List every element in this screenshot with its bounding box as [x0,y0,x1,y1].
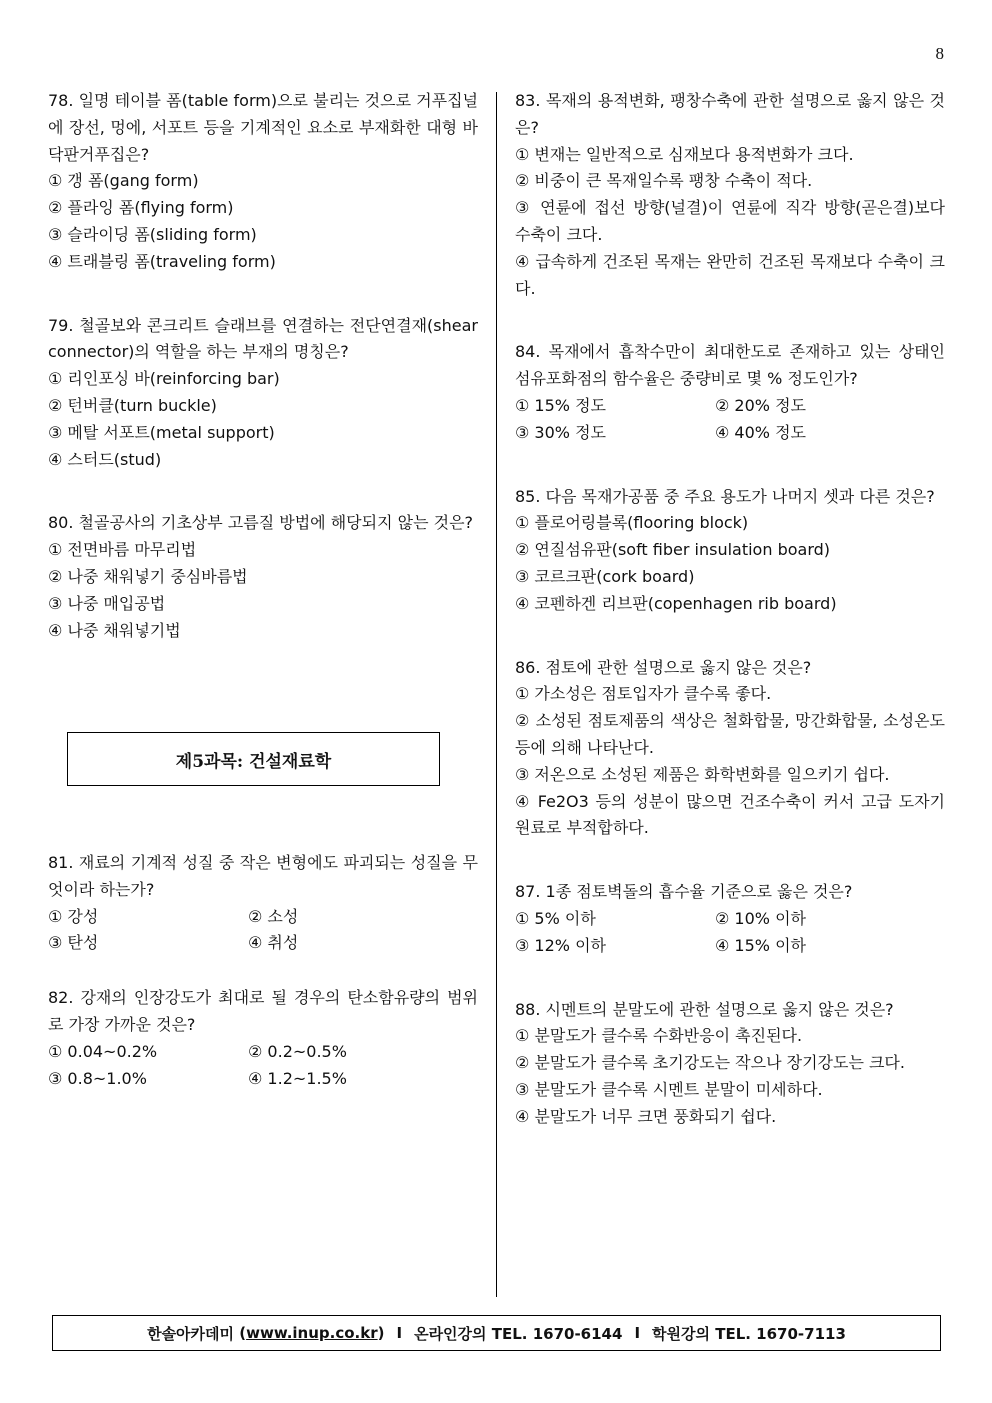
footer-box [52,1315,941,1351]
option-2: ② 나중 채워넣기 중심바름법 [48,566,248,586]
question-text: 81. 재료의 기계적 성질 중 작은 변형에도 파괴되는 성질을 무엇이라 하는가? [48,853,478,899]
page-number: 8 [935,44,944,63]
option-1: ① 변재는 일반적으로 심재보다 용적변화가 크다. [515,144,854,164]
offline-phone: 학원강의 TEL. 1670-7113 [652,1324,846,1343]
option-4: ④ 스터드(stud) [48,449,162,469]
option-1: ① 가소성은 점토입자가 클수록 좋다. [515,684,772,704]
column-divider [496,92,497,1297]
option-1: ① 분말도가 클수록 수화반응이 촉진된다. [515,1026,803,1046]
option-4: ④ 분말도가 너무 크면 풍화되기 쉽다. [515,1106,777,1126]
option-2: ② 턴버클(turn buckle) [48,395,217,415]
option-1: ① 5% 이하 [515,908,596,928]
question-88 [515,997,945,1131]
option-2: ② 소성된 점토제품의 색상은 철화합물, 망간화합물, 소성온도 등에 의해 나타난다. [515,711,945,757]
option-1: ① 전면바름 마무리법 [48,540,197,560]
question-text: 86. 점토에 관한 설명으로 옳지 않은 것은? [515,657,812,677]
question-text: 85. 다음 목재가공품 중 주요 용도가 나머지 셋과 다른 것은? [515,486,935,506]
question-85 [515,484,945,618]
academy-name: 한솔아카데미 [147,1324,235,1343]
spacer [515,842,945,879]
question-80 [48,510,478,644]
option-3: ③ 12% 이하 [515,935,606,955]
question-text: 78. 일명 테이블 폼(table form)으로 불리는 것으로 거푸집널에 장선, 멍에, 서포트 등을 기계적인 요소로 부재화한 대형 바닥판거푸집은? [48,91,478,164]
option-3: ③ 연륜에 접선 방향(널결)이 연륜에 직각 방향(곧은결)보다 수축이 크다. [515,198,945,244]
option-1: ① 0.04~0.2% [48,1041,158,1061]
option-3: ③ 코르크판(cork board) [515,566,695,586]
paren-close: ) [377,1324,385,1342]
option-1: ① 갱 폼(gang form) [48,171,199,191]
option-4: ④ 나중 채워넣기법 [48,620,181,640]
spacer [48,473,478,510]
option-2: ② 20% 정도 [715,395,806,415]
question-81 [48,850,478,957]
separator: I [634,1324,641,1342]
spacer [48,957,478,985]
option-1: ① 강성 [48,906,99,926]
option-4: ④ Fe2O3 등의 성분이 많으면 건조수축이 커서 고급 도자기 원료로 부적합하다. [515,791,945,838]
option-2: ② 비중이 큰 목재일수록 팽창 수축이 적다. [515,171,813,191]
option-2: ② 연질섬유판(soft fiber insulation board) [515,540,831,560]
option-3: ③ 탄성 [48,933,99,953]
question-text: 88. 시멘트의 분말도에 관한 설명으로 옳지 않은 것은? [515,999,894,1019]
option-4: ④ 트래블링 폼(traveling form) [48,251,276,271]
option-row [515,393,945,420]
spacer [515,960,945,997]
option-row [48,930,478,957]
option-2: ② 플라잉 폼(flying form) [48,198,234,218]
option-1: ① 리인포싱 바(reinforcing bar) [48,369,280,389]
option-3: ③ 30% 정도 [515,422,606,442]
option-2: ② 0.2~0.5% [248,1041,347,1061]
paren-open: ( [234,1324,247,1342]
option-2: ② 분말도가 클수록 초기강도는 작으나 장기강도는 크다. [515,1053,905,1073]
question-84 [515,339,945,446]
option-4: ④ 코펜하겐 리브판(copenhagen rib board) [515,593,837,613]
question-79 [48,313,478,474]
spacer [48,276,478,313]
spacer [515,447,945,484]
option-3: ③ 저온으로 소성된 제품은 화학변화를 일으키기 쉽다. [515,764,890,784]
option-4: ④ 40% 정도 [715,422,806,442]
question-83 [515,88,945,302]
option-row [515,933,945,960]
option-2: ② 10% 이하 [715,908,806,928]
option-row [48,1039,478,1066]
option-3: ③ 메탈 서포트(metal support) [48,422,275,442]
left-column [48,88,478,644]
option-1: ① 플로어링블록(flooring block) [515,513,749,533]
separator: I [396,1324,403,1342]
section-title: 제5과목: 건설재료학 [175,751,332,772]
option-4: ④ 15% 이하 [715,935,806,955]
option-3: ③ 나중 매입공법 [48,593,166,613]
option-3: ③ 슬라이딩 폼(sliding form) [48,224,257,244]
question-text: 83. 목재의 용적변화, 팽창수축에 관한 설명으로 옳지 않은 것은? [515,91,945,137]
left-column-lower [48,850,478,1092]
option-4: ④ 급속하게 건조된 목재는 완만히 건조된 목재보다 수축이 크다. [515,251,945,298]
option-row [48,904,478,931]
question-text: 82. 강재의 인장강도가 최대로 될 경우의 탄소함유량의 범위로 가장 가까운 것은? [48,988,478,1034]
option-1: ① 15% 정도 [515,395,606,415]
spacer [515,302,945,339]
option-2: ② 소성 [248,906,299,926]
question-82 [48,985,478,1092]
question-78 [48,88,478,276]
option-3: ③ 0.8~1.0% [48,1068,147,1088]
website-link[interactable]: www.inup.co.kr [246,1324,378,1342]
question-text: 79. 철골보와 콘크리트 슬래브를 연결하는 전단연결재(shear connector)의 역할을 하는 부재의 명칭은? [48,315,478,362]
question-86 [515,655,945,843]
question-text: 87. 1종 점토벽돌의 흡수율 기준으로 옳은 것은? [515,882,853,902]
option-row [515,420,945,447]
option-row [48,1066,478,1093]
question-text: 84. 목재에서 흡착수만이 최대한도로 존재하고 있는 상태인 섬유포화점의 함수율은 중량비로 몇 % 정도인가? [515,342,945,389]
online-phone: 온라인강의 TEL. 1670-6144 [414,1324,623,1343]
right-column [515,88,945,1131]
question-87 [515,879,945,959]
spacer [515,618,945,655]
option-row [515,906,945,933]
question-text: 80. 철골공사의 기초상부 고름질 방법에 해당되지 않는 것은? [48,513,474,533]
option-4: ④ 1.2~1.5% [248,1068,347,1088]
section-title-box [67,732,440,786]
option-3: ③ 분말도가 클수록 시멘트 분말이 미세하다. [515,1079,823,1099]
option-4: ④ 취성 [248,933,299,953]
